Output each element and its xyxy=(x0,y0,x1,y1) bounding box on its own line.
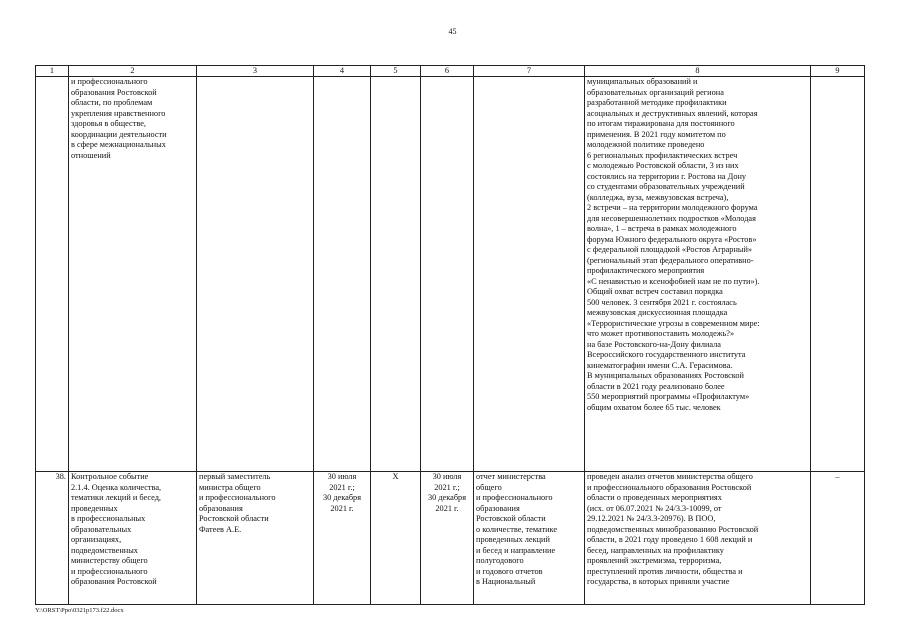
actual-date-cell xyxy=(421,77,474,472)
responsible-cell: первый заместитель министра общего и профессионального образования Ростовской области Фатеев А.Е. xyxy=(197,472,314,605)
note-cell: – xyxy=(811,472,865,605)
column-number-3: 3 xyxy=(197,66,314,77)
table-row xyxy=(36,472,865,605)
table-row xyxy=(36,77,865,472)
column-number-1: 1 xyxy=(36,66,69,77)
row-number-cell xyxy=(36,77,69,472)
event-name-cell: Контрольное событие 2.1.4. Оценка количества, тематики лекций и бесед, проведенных в профессиональных образовательных организациях, подведомственных министерству общего и профессионального образования Ростовской xyxy=(69,472,197,605)
column-number-5: 5 xyxy=(371,66,421,77)
info-cell: муниципальных образований и образовательных организаций региона разработанной методике профилактики асоциальных и деструктивных явлений, которая по итогам тиражирована для постоянного применения. В 2021 году комитетом по молодежной политике проведено 6 региональных профилактических встреч с молодежью Ростовской области, 3 из них состоялись на территории г. Ростова на Дону со студентами образовательных учреждений (колледжа, вуза, межвузовская встреча), 2 встречи – на территории молодежного форума для несовершеннолетних подростков «Молодая волна», 1 – встреча в рамках молодежного форума Южного федерального округа «Ростов» с федеральной площадкой «Ростов Аграрный» (региональный этап федерального оперативно- профилактического мероприятия «С ненавистью и ксенофобией нам не по пути»). Общий охват встреч составил порядка 500 человек. 3 сентября 2021 г. состоялась межвузовская дискуссионная площадка «Террористические угрозы в современном мире: что может противопоставить молодежь?» на базе Ростовского-на-Дону филиала Всероссийского государственного института кинематографии имени С.А. Герасимова. В муниципальных образованиях Ростовской области в 2021 году реализовано более 550 мероприятий программы «Профилактум» общим охватом более 65 тыс. человек xyxy=(585,77,811,472)
actual-start-cell xyxy=(371,77,421,472)
result-cell xyxy=(474,77,585,472)
note-cell xyxy=(811,77,865,472)
column-number-8: 8 xyxy=(585,66,811,77)
column-number-7: 7 xyxy=(474,66,585,77)
monitoring-table xyxy=(35,65,865,605)
column-number-row xyxy=(36,66,865,77)
column-number-9: 9 xyxy=(811,66,865,77)
column-number-6: 6 xyxy=(421,66,474,77)
responsible-cell xyxy=(197,77,314,472)
planned-date-cell xyxy=(314,77,371,472)
column-number-4: 4 xyxy=(314,66,371,77)
column-number-2: 2 xyxy=(69,66,197,77)
event-name-cell: и профессионального образования Ростовской области, по проблемам укрепления нравственного здоровья в обществе, координации деятельности в сфере межнациональных отношений xyxy=(69,77,197,472)
file-path-footer: Y:\ORST\Ppo\0321p173.f22.docx xyxy=(35,607,124,614)
planned-date-cell: 30 июля 2021 г.; 30 декабря 2021 г. xyxy=(314,472,371,605)
actual-date-cell: 30 июля 2021 г.; 30 декабря 2021 г. xyxy=(421,472,474,605)
page-number: 45 xyxy=(448,27,457,36)
info-cell: проведен анализ отчетов министерства общего и профессионального образования Ростовской области о проведенных мероприятиях (исх. от 06.07.2021 № 24/3.3-10099, от 29.12.2021 № 24/3.3-20976). В ПОО, подведомственных минобразованию Ростовской области, в 2021 году проведено 1 608 лекций и бесед, направленных на профилактику проявлений экстремизма, терроризма, преступлений против личности, общества и государства, в которых приняли участие xyxy=(585,472,811,605)
row-number-cell: 38. xyxy=(36,472,69,605)
actual-start-cell: Х xyxy=(371,472,421,605)
result-cell: отчет министерства общего и профессионального образования Ростовской области о количестве, тематике проведенных лекций и бесед и направление полугодового и годового отчетов в Национальный xyxy=(474,472,585,605)
